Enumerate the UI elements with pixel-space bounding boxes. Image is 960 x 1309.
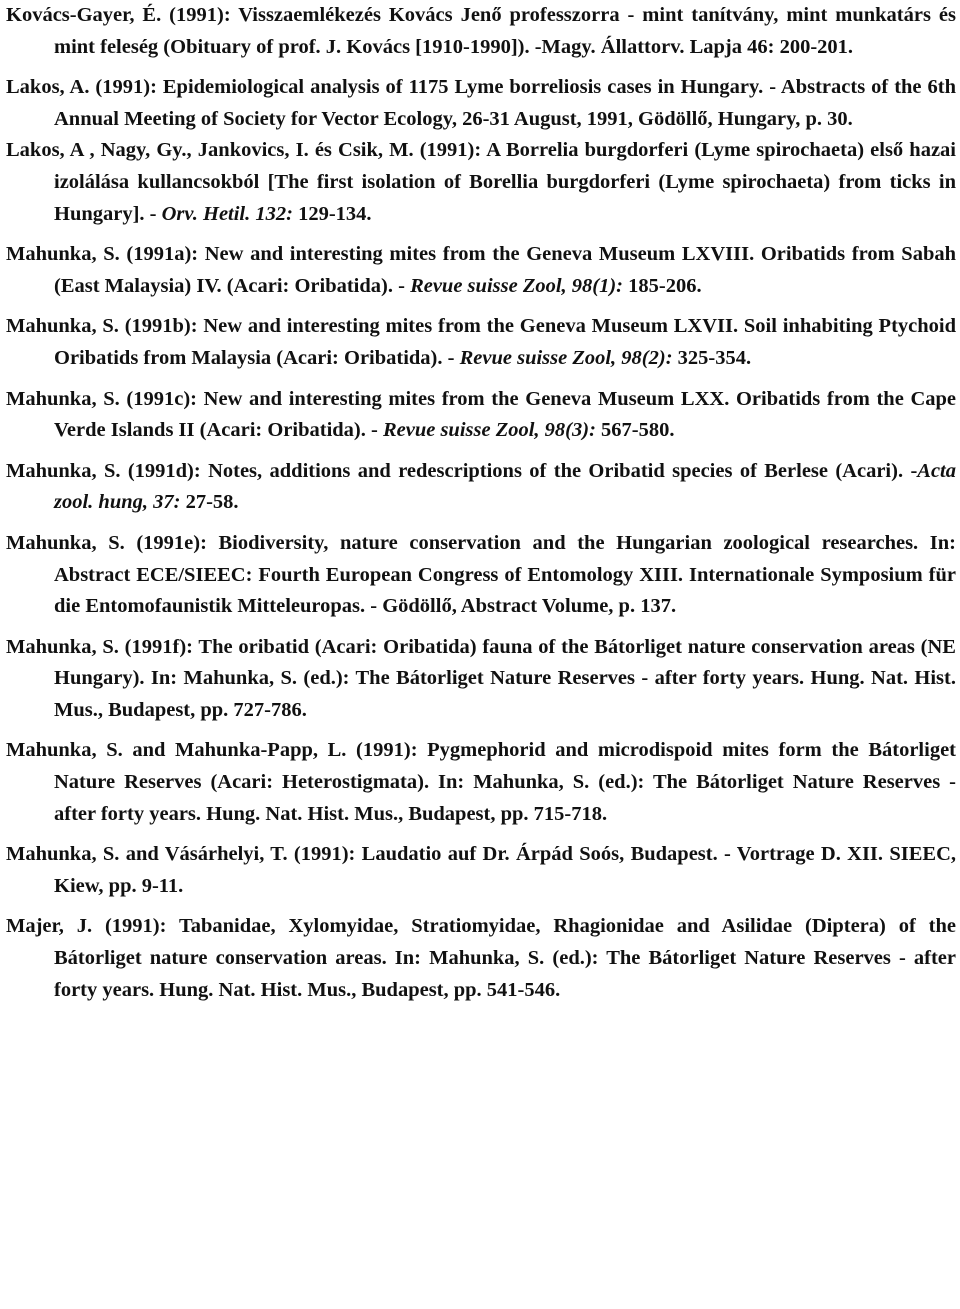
page-range: 185-206. [623,274,702,297]
reference-text: Mahunka, S. and Mahunka-Papp, L. (1991): Pygmephorid and microdispoid mites form the Bátorliget Nature Reserves (Acari: Heterostigmata). In: Mahunka, S. (ed.): The Bátorliget Nature Reserves - after forty years. Hung. Nat. Hist. Mus., Budapest, pp. 715-718. [6,739,956,825]
page-range: 567-580. [595,419,675,442]
reference-entry [6,528,956,623]
page-range: 325-354. [672,346,752,369]
reference-entry [6,632,956,727]
reference-text: Mahunka, S. (1991f): The oribatid (Acari: Oribatida) fauna of the Bátorliget nature conservation areas (NE Hungary). In: Mahunka, S. (ed.): The Bátorliget Nature Reserves - after forty years. Hung. Nat. Hist. Mus., Budapest, pp. 727-786. [6,635,956,721]
journal-title: Revue suisse Zool, 98(3): [382,419,596,442]
reference-text: Mahunka, S. (1991a): New and interesting mites from the Geneva Museum LXVIII. Oribatids from Sabah (East Malaysia) IV. (Acari: Oribatida). - [6,243,956,297]
reference-text: Mahunka, S. (1991d): Notes, additions and redescriptions of the Oribatid species of Berlese (Acari). - [6,459,918,482]
reference-text: Lakos, A. (1991): Epidemiological analysis of 1175 Lyme borreliosis cases in Hungary. - Abstracts of the 6th Annual Meeting of Society for Vector Ecology, 26-31 August, 1991, Gödöllő, Hungary, p. 30. [6,76,956,130]
journal-title: Revue suisse Zool, 98(2): [459,346,673,369]
page-range: 129-134. [292,202,372,225]
journal-title: Acta zool. hung, 37: [54,459,956,514]
reference-entry [6,911,956,1006]
reference-entry [6,839,956,902]
reference-text: Majer, J. (1991): Tabanidae, Xylomyidae, Stratiomyidae, Rhagionidae and Asilidae (Diptera) of the Bátorliget nature conservation areas. In: Mahunka, S. (ed.): The Bátorliget Nature Reserves - after forty years. Hung. Nat. Hist. Mus., Budapest, pp. 541-546. [6,915,956,1001]
reference-entry [6,72,956,135]
reference-entry [6,135,956,230]
reference-entry [6,239,956,302]
journal-title: Revue suisse Zool, 98(1): [410,274,624,297]
reference-text: Mahunka, S. and Vásárhelyi, T. (1991): Laudatio auf Dr. Árpád Soós, Budapest. - Vortrage D. XII. SIEEC, Kiew, pp. 9-11. [6,843,956,897]
reference-text: Mahunka, S. (1991b): New and interesting mites from the Geneva Museum LXVII. Soil inhabiting Ptychoid Oribatids from Malaysia (Acari: Oribatida). - [6,315,956,369]
page-range: 27-58. [180,491,239,514]
reference-entry [6,735,956,830]
reference-text: Mahunka, S. (1991e): Biodiversity, nature conservation and the Hungarian zoological researches. In: Abstract ECE/SIEEC: Fourth European Congress of Entomology XIII. Internationale Symposium für die Entomofaunistik Mitteleuropas. - Gödöllő, Abstract Volume, p. 137. [6,531,956,618]
reference-text: Lakos, A , Nagy, Gy., Jankovics, I. és Csik, M. (1991): A Borrelia burgdorferi (Lyme spirochaeta) első hazai izolálása kullancsokból [The first isolation of Borellia burgdorferi (Lyme spirochaeta) from ticks in Hungary]. - [6,139,956,225]
reference-text: Kovács-Gayer, É. (1991): Visszaemlékezés Kovács Jenő professzorra - mint tanítvány, mint munkatárs és mint feleség (Obituary of prof. J. Kovács [1910-1990]). -Magy. Állattorv. Lapja 46: 200-201. [6,4,956,58]
reference-text: Mahunka, S. (1991c): New and interesting mites from the Geneva Museum LXX. Oribatids from the Cape Verde Islands II (Acari: Oribatida). - [6,387,956,442]
reference-entry [6,456,956,519]
journal-title: Orv. Hetil. 132: [161,202,293,225]
reference-entry [6,311,956,374]
reference-entry [6,384,956,447]
reference-entry [6,0,956,63]
